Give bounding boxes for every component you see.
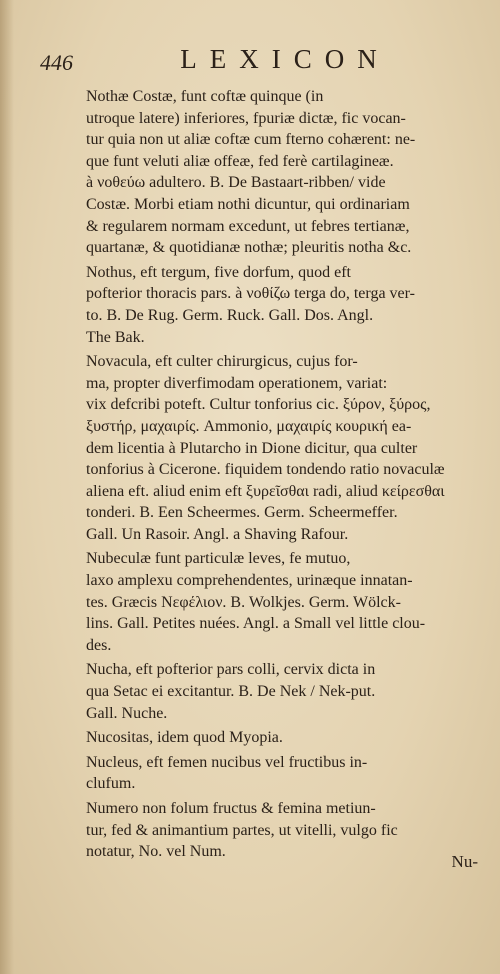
dictionary-body — [86, 86, 478, 866]
entry-novacula — [86, 351, 478, 545]
entry-numero — [86, 798, 478, 863]
text-line: des. — [86, 636, 112, 654]
text-line: lins. Gall. Petites nuées. Angl. a Small vel little clou- — [86, 615, 426, 633]
text-line: tur, fed & animantium partes, ut vitelli, vulgo fic — [86, 821, 398, 839]
text-line: Nucha, eft pofterior pars colli, cervix dicta in — [86, 661, 376, 679]
entry-nucha — [86, 659, 478, 724]
text-line: Gall. Un Rasoir. Angl. a Shaving Rafour. — [86, 525, 349, 543]
text-line: & regularem normam excedunt, ut febres tertianæ, — [86, 217, 410, 235]
entry-nubeculae — [86, 548, 478, 656]
text-line: tonforius à Cicerone. fiquidem tondendo ratio novaculæ — [86, 461, 445, 479]
text-line: vix defcribi poteft. Cultur tonforius cic. ξύρον, ξύρος, — [86, 396, 431, 414]
text-line: The Bak. — [86, 328, 145, 346]
text-line: aliena eft. aliud enim eft ξυρεῖσθαι radi, aliud κείρεσθαι — [86, 482, 445, 500]
text-line: quartanæ, & quotidianæ nothæ; pleuritis notha &c. — [86, 239, 412, 257]
text-line: utroque latere) inferiores, fpuriæ dictæ, fic vocan- — [86, 109, 406, 127]
text-line: que funt veluti aliæ offeæ, fed ferè cartilagineæ. — [86, 152, 394, 170]
text-line: dem licentia à Plutarcho in Dione dicitur, qua culter — [86, 439, 418, 457]
text-line: pofterior thoracis pars. à νοθίζω terga do, terga ver- — [86, 285, 415, 303]
text-line: Nothæ Costæ, funt coftæ quinque (in — [86, 88, 324, 105]
text-line: qua Setac ei excitantur. B. De Nek / Nek-put. — [86, 683, 376, 701]
text-line: tonderi. B. Een Scheermes. Germ. Scheermeffer. — [86, 504, 398, 522]
catchword: Nu- — [451, 852, 478, 871]
text-line: à νοθεύω adultero. B. De Bastaart-ribben/ vide — [86, 174, 386, 192]
text-line: ma, propter diverfimodam operationem, variat: — [86, 374, 388, 392]
text-line: Novacula, eft culter chirurgicus, cujus for- — [86, 353, 358, 371]
page-edge-shadow — [0, 0, 14, 974]
text-line: Nothus, eft tergum, five dorfum, quod eft — [86, 263, 351, 281]
text-line: Gall. Nuche. — [86, 704, 168, 722]
page-number: 446 — [40, 50, 73, 75]
entry-nucositas — [86, 727, 478, 749]
text-line: to. B. De Rug. Germ. Ruck. Gall. Dos. Angl. — [86, 306, 374, 324]
text-line: Costæ. Morbi etiam nothi dicuntur, qui ordinariam — [86, 195, 410, 213]
entry-nothus — [86, 262, 478, 348]
text-line: clufum. — [86, 775, 136, 793]
text-line: notatur, No. vel Num. — [86, 843, 226, 861]
text-line: laxo amplexu comprehendentes, urinæque innatan- — [86, 572, 413, 590]
text-line: tur quia non ut aliæ coftæ cum fterno cohærent: ne- — [86, 131, 416, 149]
running-head: LEXICON — [180, 44, 390, 74]
entry-nucleus — [86, 752, 478, 795]
text-line: Nucositas, idem quod Myopia. — [86, 729, 283, 747]
text-line: Nubeculæ funt particulæ leves, fe mutuo, — [86, 550, 351, 568]
text-line: Nucleus, eft femen nucibus vel fructibus in- — [86, 753, 368, 771]
text-line: ξυστήρ, μαχαιρίς. Ammonio, μαχαιρίς κουρική ea- — [86, 417, 412, 435]
text-line: Numero non folum fructus & femina metiun- — [86, 800, 376, 817]
entry-nothae-costae — [86, 86, 478, 259]
text-line: tes. Græcis Νεφέλιον. B. Wolkjes. Germ. Wölck- — [86, 593, 401, 611]
page-header — [40, 44, 460, 80]
